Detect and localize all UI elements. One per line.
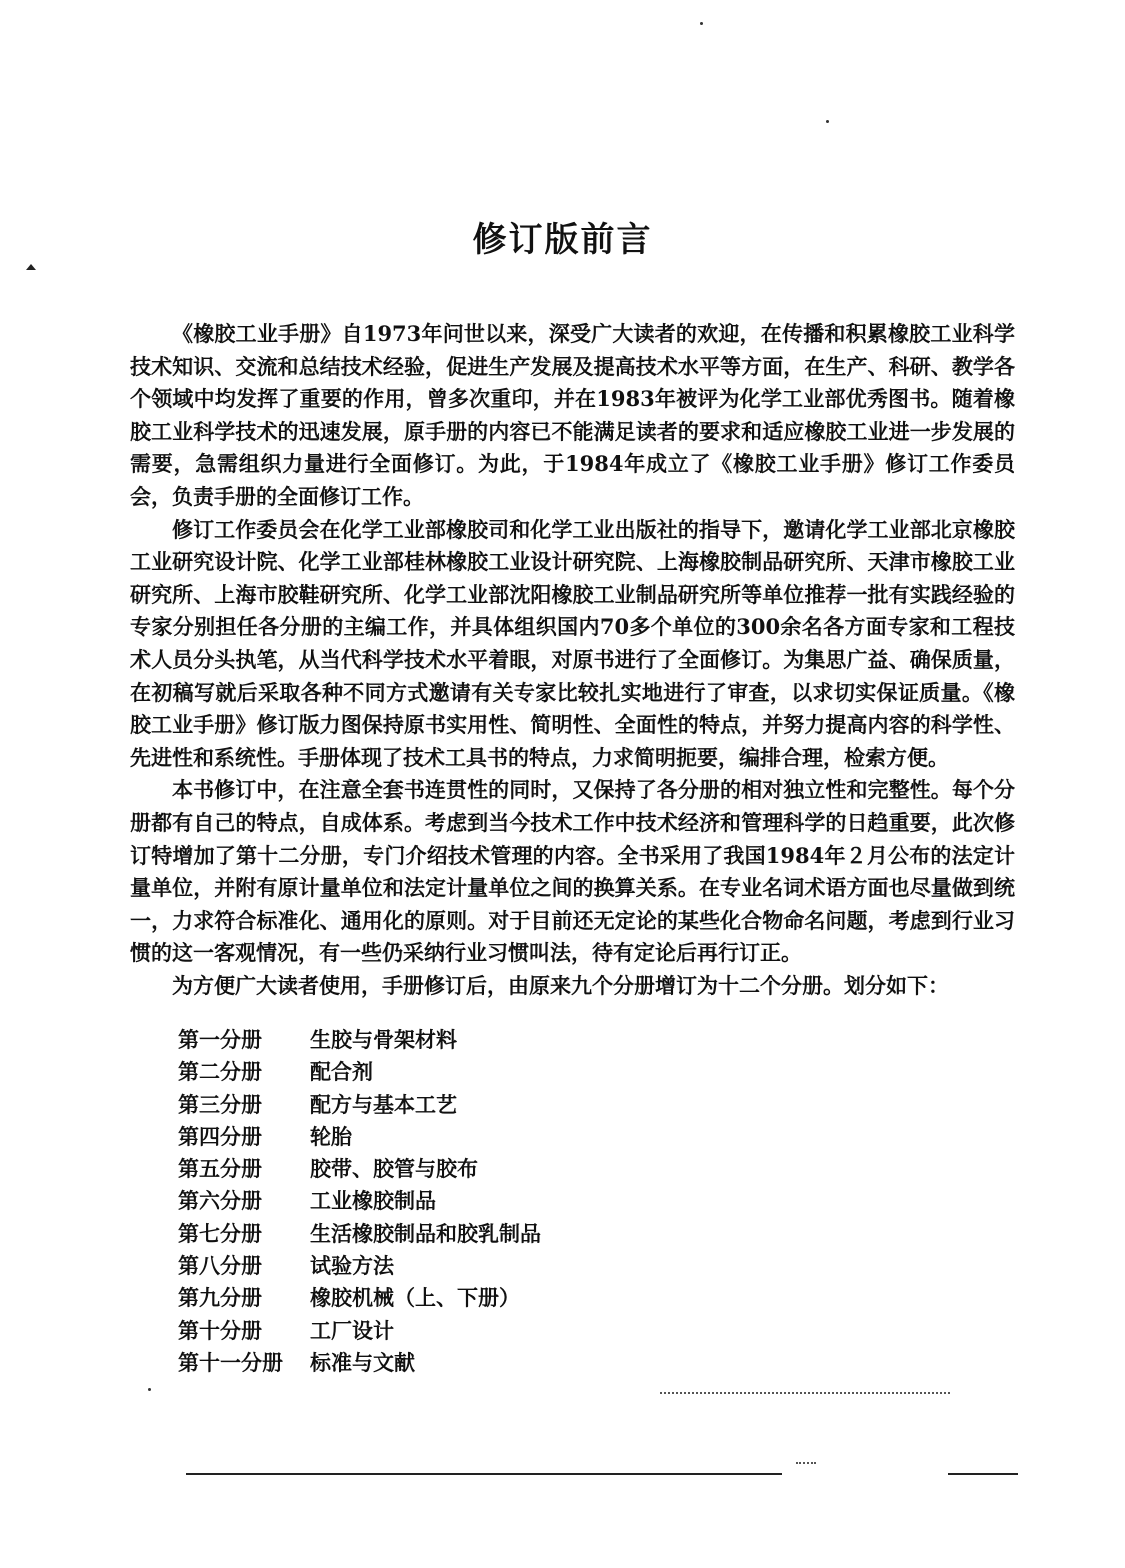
volume-name: 橡胶机械（上、下册） [310, 1285, 520, 1311]
preface-body [130, 318, 1015, 1002]
volume-item [178, 1185, 541, 1217]
volume-name: 轮胎 [310, 1123, 352, 1149]
scan-speck [700, 22, 703, 25]
volume-number: 第五分册 [178, 1156, 262, 1182]
volume-list [178, 1024, 541, 1379]
volume-number: 第十一分册 [178, 1349, 283, 1375]
volume-item [178, 1315, 541, 1347]
footer-rule-right [948, 1473, 1018, 1475]
volume-name: 工厂设计 [310, 1317, 394, 1343]
scan-dots [660, 1392, 950, 1396]
volume-number: 第七分册 [178, 1220, 262, 1246]
margin-mark [26, 264, 36, 270]
volume-name: 标准与文献 [310, 1349, 415, 1375]
volume-name: 配合剂 [310, 1059, 373, 1085]
volume-item [178, 1024, 541, 1056]
volume-number: 第二分册 [178, 1059, 262, 1085]
scan-dots [796, 1462, 816, 1466]
volume-number: 第一分册 [178, 1027, 262, 1052]
volume-name: 胶带、胶管与胶布 [310, 1156, 478, 1182]
volume-item [178, 1250, 541, 1282]
paragraph-1: 《橡胶工业手册》自1973年问世以来，深受广大读者的欢迎，在传播和积累橡胶工业科学技术知识、交流和总结技术经验，促进生产发展及提高技术水平等方面，在生产、科研、教学各个领域中均发挥了重要的作用，曾多次重印，并在1983年被评为化学工业部优秀图书。随着橡胶工业科学技术的迅速发展，原手册的内容已不能满足读者的要求和适应橡胶工业进一步发展的需要，急需组织力量进行全面修订。为此，于1984年成立了《橡胶工业手册》修订工作委员会，负责手册的全面修订工作。 [130, 321, 1015, 509]
volume-name: 工业橡胶制品 [310, 1188, 436, 1214]
page-title: 修订版前言 [472, 220, 653, 260]
volume-name: 配方与基本工艺 [310, 1091, 457, 1117]
volume-name: 生胶与骨架材料 [310, 1027, 457, 1052]
paragraph-3: 本书修订中，在注意全套书连贯性的同时，又保持了各分册的相对独立性和完整性。每个分册都有自己的特点，自成体系。考虑到当今技术工作中技术经济和管理科学的日趋重要，此次修订特增加了第十二分册，专门介绍技术管理的内容。全书采用了我国1984年２月公布的法定计量单位，并附有原计量单位和法定计量单位之间的换算关系。在专业名词术语方面也尽量做到统一，力求符合标准化、通用化的原则。对于目前还无定论的某些化合物命名问题，考虑到行业习惯的这一客观情况，有一些仍采纳行业习惯叫法，待有定论后再行订正。 [130, 777, 1015, 966]
volume-number: 第十分册 [178, 1317, 262, 1343]
volume-item [178, 1218, 541, 1250]
volume-item [178, 1056, 541, 1088]
volume-item [178, 1282, 541, 1314]
volume-item [178, 1121, 541, 1153]
volume-item [178, 1153, 541, 1185]
volume-item [178, 1089, 541, 1121]
footer-rule-left [186, 1473, 782, 1475]
volume-number: 第四分册 [178, 1123, 262, 1149]
volume-name: 生活橡胶制品和胶乳制品 [310, 1220, 541, 1246]
volume-number: 第三分册 [178, 1091, 262, 1117]
volume-name: 试验方法 [310, 1253, 394, 1279]
volume-number: 第六分册 [178, 1188, 262, 1214]
scan-speck [826, 120, 829, 123]
volume-number: 第九分册 [178, 1285, 262, 1311]
volume-item [178, 1347, 541, 1379]
paragraph-2: 修订工作委员会在化学工业部橡胶司和化学工业出版社的指导下，邀请化学工业部北京橡胶工业研究设计院、化学工业部桂林橡胶工业设计研究院、上海橡胶制品研究所、天津市橡胶工业研究所、上海市胶鞋研究所、化学工业部沈阳橡胶工业制品研究所等单位推荐一批有实践经验的专家分别担任各分册的主编工作，并具体组织国内70多个单位的300余名各方面专家和工程技术人员分头执笔，从当代科学技术水平着眼，对原书进行了全面修订。为集思广益、确保质量，在初稿写就后采取各种不同方式邀请有关专家比较扎实地进行了审查，以求切实保证质量。《橡胶工业手册》修订版力图保持原书实用性、简明性、全面性的特点，并努力提高内容的科学性、先进性和系统性。手册体现了技术工具书的特点，力求简明扼要，编排合理，检索方便。 [130, 516, 1015, 770]
scan-speck [148, 1388, 151, 1391]
volume-number: 第八分册 [178, 1253, 262, 1279]
paragraph-4: 为方便广大读者使用，手册修订后，由原来九个分册增订为十二个分册。划分如下： [172, 972, 949, 998]
